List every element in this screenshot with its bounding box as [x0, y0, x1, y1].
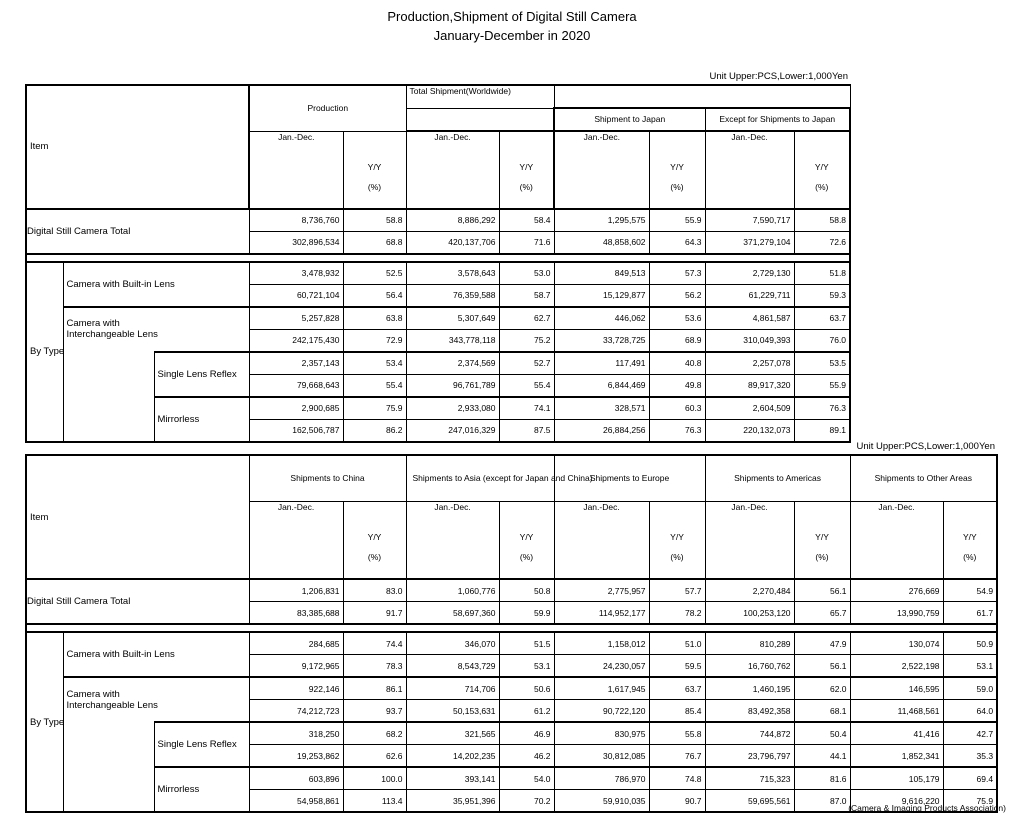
table-cell: 715,323 [705, 767, 794, 790]
table-cell: 51.5 [499, 632, 554, 655]
table-production-shipment [25, 84, 851, 443]
row-label-slr: Single Lens Reflex [154, 722, 249, 767]
table-cell: 7,590,717 [705, 209, 794, 232]
yy-label: Y/Y (%) [794, 131, 850, 209]
yy-label: Y/Y (%) [343, 502, 406, 580]
table-cell: 50.8 [499, 579, 554, 602]
table-cell: 76.7 [649, 745, 705, 768]
row-label-mirrorless: Mirrorless [154, 767, 249, 812]
table-cell: 318,250 [249, 722, 343, 745]
table-cell: 52.7 [499, 352, 554, 375]
header-except-japan: Except for Shipments to Japan [705, 108, 850, 131]
table-cell: 51.8 [794, 262, 850, 285]
table-cell: 1,617,945 [554, 677, 649, 700]
unit-label: Unit Upper:PCS,Lower:1,000Yen [709, 71, 848, 82]
table-cell: 114,952,177 [554, 602, 649, 625]
table-cell: 19,253,862 [249, 745, 343, 768]
table-cell: 2,374,569 [406, 352, 499, 375]
table-cell: 91.7 [343, 602, 406, 625]
table-cell: 68.8 [343, 231, 406, 254]
table-cell: 81.6 [794, 767, 850, 790]
item-header: Item [26, 85, 249, 209]
table-cell: 72.6 [794, 231, 850, 254]
table-cell: 52.5 [343, 262, 406, 285]
table-cell: 8,543,729 [406, 655, 499, 678]
table-cell: 242,175,430 [249, 329, 343, 352]
table-cell: 11,468,561 [850, 700, 943, 723]
table-cell: 1,852,341 [850, 745, 943, 768]
yy-label: Y/Y (%) [343, 131, 406, 209]
header-total-shipment: Total Shipment(Worldwide) [406, 85, 554, 108]
table-cell: 2,775,957 [554, 579, 649, 602]
table-cell: 76.0 [794, 329, 850, 352]
jan-dec-label: Jan.-Dec. [249, 502, 343, 580]
table-cell: 220,132,073 [705, 419, 794, 442]
table-cell: 310,049,393 [705, 329, 794, 352]
table-cell: 2,604,509 [705, 397, 794, 420]
table-cell: 87.5 [499, 419, 554, 442]
table-cell: 59.3 [794, 284, 850, 307]
table-cell: 100.0 [343, 767, 406, 790]
table-cell: 89,917,320 [705, 374, 794, 397]
item-header: Item [26, 455, 249, 579]
table-cell: 61.7 [943, 602, 997, 625]
table-cell: 42.7 [943, 722, 997, 745]
table-cell: 74,212,723 [249, 700, 343, 723]
table-cell: 14,202,235 [406, 745, 499, 768]
page-title: Production,Shipment of Digital Still Camera [387, 9, 637, 24]
table-cell: 55.8 [649, 722, 705, 745]
table-cell: 85.4 [649, 700, 705, 723]
table-cell: 54.9 [943, 579, 997, 602]
table-cell: 50.4 [794, 722, 850, 745]
table-cell: 62.6 [343, 745, 406, 768]
row-label-total: Digital Still Camera Total [26, 579, 249, 624]
table-cell: 100,253,120 [705, 602, 794, 625]
table-cell: 69.4 [943, 767, 997, 790]
table-regional-shipment [25, 454, 998, 813]
table-cell: 62.0 [794, 677, 850, 700]
table-cell: 44.1 [794, 745, 850, 768]
table-cell: 1,460,195 [705, 677, 794, 700]
table-cell: 86.2 [343, 419, 406, 442]
jan-dec-label: Jan.-Dec. [406, 131, 499, 209]
table-cell: 162,506,787 [249, 419, 343, 442]
table-cell: 1,060,776 [406, 579, 499, 602]
header-production: Production [249, 85, 406, 131]
table-cell: 393,141 [406, 767, 499, 790]
table-row [26, 209, 850, 232]
table-cell: 284,685 [249, 632, 343, 655]
table-cell: 321,565 [406, 722, 499, 745]
header-asia: Shipments to Asia (except for Japan and China) [406, 455, 554, 502]
yy-label: Y/Y (%) [649, 131, 705, 209]
table-cell: 3,578,643 [406, 262, 499, 285]
table-cell: 56.1 [794, 579, 850, 602]
table-cell: 68.9 [649, 329, 705, 352]
table-cell: 16,760,762 [705, 655, 794, 678]
table-cell: 9,616,220 [850, 790, 943, 813]
table-cell: 68.1 [794, 700, 850, 723]
table-cell: 83.0 [343, 579, 406, 602]
table-cell: 53.6 [649, 307, 705, 330]
table-cell: 54,958,861 [249, 790, 343, 813]
row-label-interchangeable-line2: Interchangeable Lens [63, 700, 249, 723]
table-row [26, 329, 850, 352]
row-label-builtin: Camera with Built-in Lens [63, 632, 249, 677]
table-cell: 90.7 [649, 790, 705, 813]
table-row [26, 722, 997, 745]
table-cell: 2,729,130 [705, 262, 794, 285]
table-cell: 78.3 [343, 655, 406, 678]
table-cell: 714,706 [406, 677, 499, 700]
table-cell: 50.6 [499, 677, 554, 700]
jan-dec-label: Jan.-Dec. [705, 502, 794, 580]
table-cell: 46.2 [499, 745, 554, 768]
table-cell: 47.9 [794, 632, 850, 655]
table-cell: 61,229,711 [705, 284, 794, 307]
table-cell: 26,884,256 [554, 419, 649, 442]
table-cell: 35,951,396 [406, 790, 499, 813]
table-cell: 58,697,360 [406, 602, 499, 625]
jan-dec-label: Jan.-Dec. [705, 131, 794, 209]
table-cell: 58.8 [343, 209, 406, 232]
table-cell: 51.0 [649, 632, 705, 655]
table-cell: 74.8 [649, 767, 705, 790]
header-americas: Shipments to Americas [705, 455, 850, 502]
table-cell: 58.8 [794, 209, 850, 232]
table-cell: 56.4 [343, 284, 406, 307]
table-cell: 810,289 [705, 632, 794, 655]
table-cell: 83,492,358 [705, 700, 794, 723]
table-cell: 5,257,828 [249, 307, 343, 330]
table-cell: 53.0 [499, 262, 554, 285]
table-cell: 1,206,831 [249, 579, 343, 602]
table-cell: 117,491 [554, 352, 649, 375]
table-cell: 58.7 [499, 284, 554, 307]
table-cell: 63.8 [343, 307, 406, 330]
table-cell: 24,230,057 [554, 655, 649, 678]
table-cell: 276,669 [850, 579, 943, 602]
row-label-builtin: Camera with Built-in Lens [63, 262, 249, 307]
table-cell: 5,307,649 [406, 307, 499, 330]
table-cell: 64.0 [943, 700, 997, 723]
table-row [26, 700, 997, 723]
table-cell: 53.1 [499, 655, 554, 678]
table-cell: 83,385,688 [249, 602, 343, 625]
jan-dec-label: Jan.-Dec. [249, 131, 343, 209]
table-cell: 371,279,104 [705, 231, 794, 254]
table-cell: 59,695,561 [705, 790, 794, 813]
table-cell: 90,722,120 [554, 700, 649, 723]
table-cell: 247,016,329 [406, 419, 499, 442]
table-cell: 55.9 [649, 209, 705, 232]
table-cell: 40.8 [649, 352, 705, 375]
jan-dec-label: Jan.-Dec. [406, 502, 499, 580]
table-cell: 63.7 [794, 307, 850, 330]
table-cell: 146,595 [850, 677, 943, 700]
table-cell: 830,975 [554, 722, 649, 745]
yy-label: Y/Y (%) [499, 502, 554, 580]
table-cell: 23,796,797 [705, 745, 794, 768]
table-cell: 57.3 [649, 262, 705, 285]
table-cell: 50.9 [943, 632, 997, 655]
table-cell: 55.4 [499, 374, 554, 397]
table-cell: 53.5 [794, 352, 850, 375]
yy-label: Y/Y (%) [499, 131, 554, 209]
row-label-mirrorless: Mirrorless [154, 397, 249, 442]
table-cell: 93.7 [343, 700, 406, 723]
header-other-areas: Shipments to Other Areas [850, 455, 997, 502]
table-cell: 79,668,643 [249, 374, 343, 397]
row-label-total: Digital Still Camera Total [26, 209, 249, 254]
table-cell: 786,970 [554, 767, 649, 790]
table-cell: 15,129,877 [554, 284, 649, 307]
yy-label: Y/Y (%) [943, 502, 997, 580]
table-cell: 446,062 [554, 307, 649, 330]
table-cell: 4,861,587 [705, 307, 794, 330]
table-cell: 343,778,118 [406, 329, 499, 352]
jan-dec-label: Jan.-Dec. [554, 131, 649, 209]
table-cell: 420,137,706 [406, 231, 499, 254]
table-cell: 65.7 [794, 602, 850, 625]
table-cell: 46.9 [499, 722, 554, 745]
table-cell: 35.3 [943, 745, 997, 768]
table-cell: 76.3 [649, 419, 705, 442]
table-cell: 59,910,035 [554, 790, 649, 813]
row-label-by-type: By Type [26, 632, 63, 812]
table-cell: 61.2 [499, 700, 554, 723]
table-cell: 53.4 [343, 352, 406, 375]
table-cell: 70.2 [499, 790, 554, 813]
table-cell: 744,872 [705, 722, 794, 745]
table-cell: 30,812,085 [554, 745, 649, 768]
table-cell: 603,896 [249, 767, 343, 790]
table-cell: 2,357,143 [249, 352, 343, 375]
table-cell: 68.2 [343, 722, 406, 745]
table-row [26, 579, 997, 602]
table-cell: 89.1 [794, 419, 850, 442]
table-cell: 2,522,198 [850, 655, 943, 678]
table-cell: 9,172,965 [249, 655, 343, 678]
table-cell: 6,844,469 [554, 374, 649, 397]
table-cell: 75.9 [343, 397, 406, 420]
table-cell: 63.7 [649, 677, 705, 700]
row-label-by-type: By Type [26, 262, 63, 442]
row-label-interchangeable-line2: Interchangeable Lens [63, 329, 249, 352]
table-cell: 105,179 [850, 767, 943, 790]
yy-label: Y/Y (%) [794, 502, 850, 580]
table-cell: 2,270,484 [705, 579, 794, 602]
table-cell: 56.1 [794, 655, 850, 678]
table-cell: 71.6 [499, 231, 554, 254]
table-cell: 113.4 [343, 790, 406, 813]
table-cell: 3,478,932 [249, 262, 343, 285]
table-cell: 75.2 [499, 329, 554, 352]
table-cell: 59.0 [943, 677, 997, 700]
table-cell: 130,074 [850, 632, 943, 655]
table-cell: 2,933,080 [406, 397, 499, 420]
table-cell: 57.7 [649, 579, 705, 602]
table-row [26, 632, 997, 655]
table-cell: 74.1 [499, 397, 554, 420]
table-cell: 60.3 [649, 397, 705, 420]
table-cell: 76,359,588 [406, 284, 499, 307]
table-cell: 55.4 [343, 374, 406, 397]
row-label-interchangeable: Camera with [63, 307, 249, 330]
table-cell: 56.2 [649, 284, 705, 307]
table-cell: 74.4 [343, 632, 406, 655]
table-cell: 60,721,104 [249, 284, 343, 307]
table-cell: 72.9 [343, 329, 406, 352]
table-row [26, 307, 850, 330]
table-cell: 58.4 [499, 209, 554, 232]
header-shipment-japan: Shipment to Japan [554, 108, 705, 131]
table-cell: 53.1 [943, 655, 997, 678]
table-cell: 302,896,534 [249, 231, 343, 254]
row-label-interchangeable: Camera with [63, 677, 249, 700]
table-cell: 49.8 [649, 374, 705, 397]
table-cell: 55.9 [794, 374, 850, 397]
page-subtitle: January-December in 2020 [433, 28, 591, 43]
jan-dec-label: Jan.-Dec. [554, 502, 649, 580]
table-cell: 346,070 [406, 632, 499, 655]
table-cell: 86.1 [343, 677, 406, 700]
table-cell: 328,571 [554, 397, 649, 420]
table-row [26, 677, 997, 700]
table-cell: 59.5 [649, 655, 705, 678]
unit-label-2: Unit Upper:PCS,Lower:1,000Yen [856, 441, 995, 452]
table-row [26, 767, 997, 790]
table-cell: 64.3 [649, 231, 705, 254]
table-cell: 78.2 [649, 602, 705, 625]
row-label-slr: Single Lens Reflex [154, 352, 249, 397]
source-note: (Camera & Imaging Products Association) [848, 803, 1006, 813]
table-cell: 62.7 [499, 307, 554, 330]
table-cell: 59.9 [499, 602, 554, 625]
table-cell: 33,728,725 [554, 329, 649, 352]
header-europe: Shipments to Europe [554, 455, 705, 502]
table-cell: 1,295,575 [554, 209, 649, 232]
table-cell: 54.0 [499, 767, 554, 790]
table-cell: 1,158,012 [554, 632, 649, 655]
table-row [26, 262, 850, 285]
table-cell: 50,153,631 [406, 700, 499, 723]
table-cell: 2,257,078 [705, 352, 794, 375]
table-cell: 8,886,292 [406, 209, 499, 232]
table-cell: 8,736,760 [249, 209, 343, 232]
table-cell: 48,858,602 [554, 231, 649, 254]
header-china: Shipments to China [249, 455, 406, 502]
table-row [26, 352, 850, 375]
table-cell: 76.3 [794, 397, 850, 420]
yy-label: Y/Y (%) [649, 502, 705, 580]
table-cell: 75.9 [943, 790, 997, 813]
table-cell: 13,990,759 [850, 602, 943, 625]
table-cell: 87.0 [794, 790, 850, 813]
table-cell: 849,513 [554, 262, 649, 285]
jan-dec-label: Jan.-Dec. [850, 502, 943, 580]
table-cell: 41,416 [850, 722, 943, 745]
table-cell: 96,761,789 [406, 374, 499, 397]
table-cell: 922,146 [249, 677, 343, 700]
table-cell: 2,900,685 [249, 397, 343, 420]
